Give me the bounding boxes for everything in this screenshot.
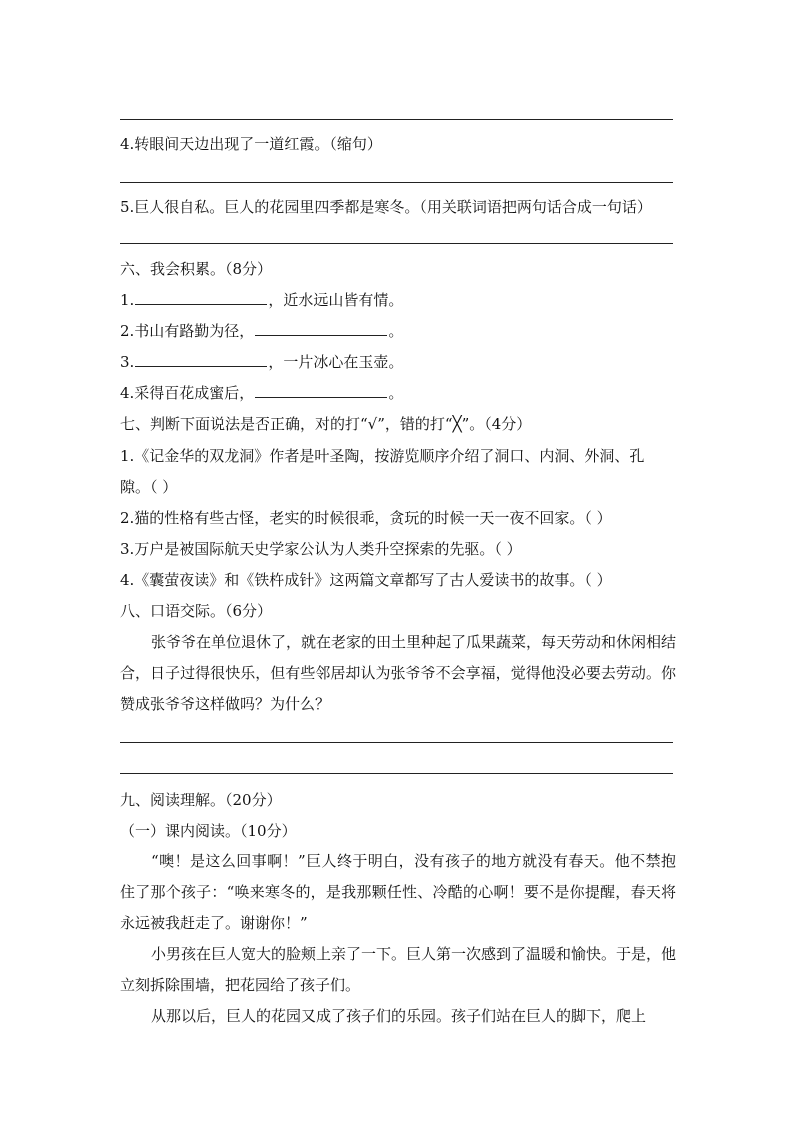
fill-item-prefix: 1. — [120, 291, 135, 309]
section-9-title: 九、阅读理解。（20分） — [120, 791, 282, 809]
section-7-title: 七、判断下面说法是否正确，对的打“√”，错的打“╳”。（4分） — [120, 415, 532, 433]
fill-blank[interactable] — [255, 321, 387, 336]
question-5: 5.巨人很自私。巨人的花园里四季都是寒冬。（用关联词语把两句话合成一句话） — [120, 198, 652, 216]
reading-paragraph-3: 从那以后，巨人的花园又成了孩子们的乐园。孩子们站在巨人的脚下，爬上 — [151, 1007, 647, 1025]
answer-line-q5[interactable] — [120, 243, 673, 244]
judge-item-2: 2.猫的性格有些古怪，老实的时候很乖，贪玩的时候一天一夜不回家。（ ） — [120, 509, 612, 527]
judge-item-1-line-1: 1.《记金华的双龙洞》作者是叶圣陶，按游览顺序介绍了洞口、内洞、外洞、孔 — [120, 447, 645, 465]
fill-blank[interactable] — [255, 383, 387, 398]
fill-item-1 — [120, 290, 680, 310]
fill-item-3 — [120, 352, 680, 372]
fill-item-prefix: 3. — [120, 353, 135, 371]
fill-blank[interactable] — [135, 290, 267, 305]
fill-item-prefix: 4.采得百花成蜜后， — [120, 384, 255, 402]
question-4: 4.转眼间天边出现了一道红霞。（缩句） — [120, 135, 382, 153]
fill-item-4 — [120, 383, 680, 403]
reading-paragraph-1: “噢！是这么回事啊！”巨人终于明白，没有孩子的地方就没有春天。他不禁抱住了那个孩子：“唤来寒冬的，是我那颗任性、冷酷的心啊！要不是你提醒，春天将永远被我赶走了。谢谢你！” — [120, 852, 676, 932]
fill-item-suffix: ，一片冰心在玉壶。 — [268, 353, 404, 371]
fill-item-suffix: 。 — [388, 322, 404, 340]
reading-paragraph-2: 小男孩在巨人宽大的脸颊上亲了一下。巨人第一次感到了温暖和愉快。于是，他立刻拆除围墙，把花园给了孩子们。 — [120, 945, 677, 994]
section-8-paragraph: 张爷爷在单位退休了，就在老家的田土里种起了瓜果蔬菜，每天劳动和休闲相结合，日子过得很快乐，但有些邻居却认为张爷爷不会享福，觉得他没必要去劳动。你赞成张爷爷这样做吗？为什么？ — [120, 633, 677, 713]
fill-item-2 — [120, 321, 680, 341]
judge-item-4: 4.《囊萤夜读》和《铁杵成针》这两篇文章都写了古人爱读书的故事。（ ） — [120, 571, 612, 589]
section-9-sub-1: （一）课内阅读。（10分） — [120, 822, 297, 840]
fill-blank[interactable] — [135, 352, 267, 367]
section-8-title: 八、口语交际。（6分） — [120, 602, 273, 620]
fill-item-prefix: 2.书山有路勤为径， — [120, 322, 255, 340]
fill-item-suffix: ，近水远山皆有情。 — [268, 291, 404, 309]
answer-line-8b[interactable] — [120, 773, 673, 774]
answer-line[interactable] — [120, 119, 673, 120]
answer-line-q4[interactable] — [120, 182, 673, 183]
answer-line-8a[interactable] — [120, 742, 673, 743]
judge-item-1-line-2: 隙。（ ） — [120, 478, 178, 496]
fill-item-suffix: 。 — [388, 384, 404, 402]
section-6-title: 六、我会积累。（8分） — [120, 260, 273, 278]
judge-item-3: 3.万户是被国际航天史学家公认为人类升空探索的先驱。（ ） — [120, 540, 522, 558]
